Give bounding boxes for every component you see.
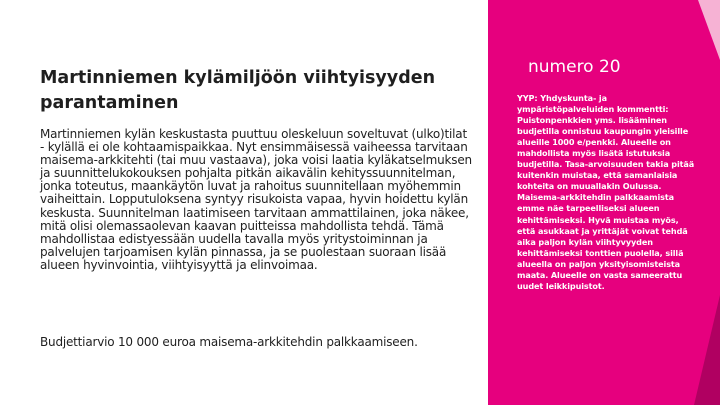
slide-body-text: Martinniemen kylän keskustasta puuttuu oleskeluun soveltuvat (ulko)tilat - kylällä ei ole kohtaamispaikkaa. Nyt ensimmäisessä vaiheessa tarvitaan maisema-arkkitehti (tai muu vastaava), joka voisi laatia kyläkatselmuksen ja suunnittelukokouksen pohjalta pitkän aikavälin kehityssuunnitelman, jonka toteutus, maankäytön luvat ja rahoitus suunnitellaan myöhemmin vaiheittain. Lopputuloksena syntyy risukoista vapaa, hyvin hoidettu kylän keskusta. Suunnitelman laatimiseen tarvitaan ammattilainen, joka näkee, mitä olisi olemassaolevan kaavan puitteissa mahdollista tehdä. Tämä mahdollistaa edistyessään uudella tavalla myös yritystoiminnan ja palvelujen tarjoamisen kylän pinnassa, ja se puolestaan suoraan lisää alueen hyvinvointia, viihtyisyyttä ja elinvoimaa. — [40, 127, 472, 272]
department-comment: YYP: Yhdyskunta- ja ympäristöpalveluiden kommentti: Puistonpenkkien yms. lisääminen budjetilla onnistuu kaupungin yleisille alueille 1000 e/penkki. Alueelle on mahdollista myös lisätä istutuksia budjetilla. Tasa-arvoisuuden takia pitää kuitenkin muistaa, että samanlaisia kohteita on muuallakin Oulussa. Maisema-arkkitehdin palkkaamista emme näe tarpeelliseksi alueen kehittämiseksi. Hyvä muistaa myös, että asukkaat ja yrittäjät voivat tehdä aika paljon kylän viihtyvyyden kehittämiseksi tonttien puolella, sillä alueella on paljon yksityisomisteista maata. Alueelle on vasta sameerattu uudet leikkipuistot. — [517, 93, 695, 291]
proposal-number: numero 20 — [528, 57, 621, 77]
decorative-triangle-bottom — [694, 295, 720, 405]
decorative-triangle-top — [698, 0, 720, 60]
budget-estimate: Budjettiarvio 10 000 euroa maisema-arkkitehdin palkkaamiseen. — [40, 335, 418, 349]
slide-title: Martinniemen kylämiljöön viihtyisyyden parantaminen — [40, 68, 436, 113]
comment-sidebar — [488, 0, 720, 405]
